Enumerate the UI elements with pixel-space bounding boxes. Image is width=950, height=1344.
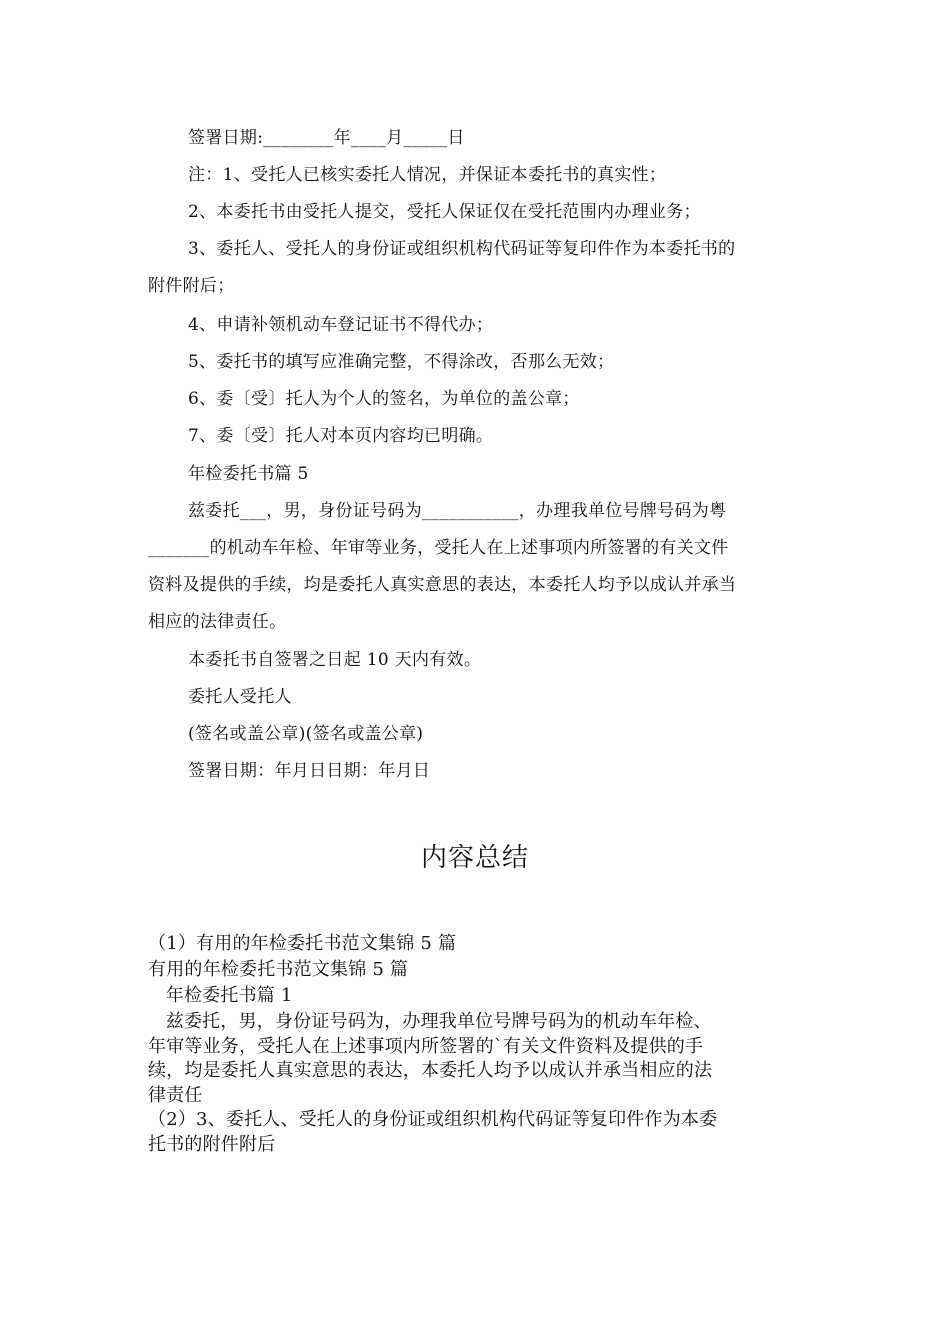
validity-line: 本委托书自签署之日起 10 天内有效。 xyxy=(188,650,482,670)
summary-line: 年检委托书篇 1 xyxy=(148,985,293,1006)
note-line: 注：1、受托人已核实委托人情况，并保证本委托书的真实性； xyxy=(188,165,667,185)
parties-line: 委托人受托人 xyxy=(188,687,292,707)
body-line: 相应的法律责任。 xyxy=(148,612,287,632)
summary-line: （1）有用的年检委托书范文集锦 5 篇 xyxy=(148,933,457,954)
note-line: 2、本委托书由受托人提交，受托人保证仅在受托范围内办理业务； xyxy=(188,202,701,222)
body-line: _______的机动车年检、年审等业务，受托人在上述事项内所签署的有关文件 xyxy=(148,538,729,558)
note-line: 7、委〔受〕托人对本页内容均已明确。 xyxy=(188,426,494,446)
summary-line: 托书的附件附后 xyxy=(148,1134,276,1155)
summary-line: 兹委托，男，身份证号码为，办理我单位号牌号码为的机动车年检、 xyxy=(148,1011,712,1032)
section-title: 年检委托书篇 5 xyxy=(188,464,309,484)
summary-line: 年审等业务，受托人在上述事项内所签署的`有关文件资料及提供的手 xyxy=(148,1036,704,1057)
summary-heading: 内容总结 xyxy=(420,843,529,873)
note-line: 3、委托人、受托人的身份证或组织机构代码证等复印件作为本委托书的 xyxy=(188,239,736,259)
note-line: 5、委托书的填写应准确完整，不得涂改，否那么无效； xyxy=(188,352,615,372)
note-line: 4、申请补领机动车登记证书不得代办； xyxy=(188,315,494,335)
summary-line: 续，均是委托人真实意思的表达，本委托人均予以成认并承当相应的法 xyxy=(148,1060,713,1081)
signatures-line: (签名或盖公章)(签名或盖公章) xyxy=(188,724,424,744)
summary-line: （2）3、委托人、受托人的身份证或组织机构代码证等复印件作为本委 xyxy=(148,1109,718,1130)
dates-line: 签署日期：年月日日期：年月日 xyxy=(188,761,431,781)
body-line: 资料及提供的手续，均是委托人真实意思的表达，本委托人均予以成认并承当 xyxy=(148,575,737,595)
sign-date-line: 签署日期:________年____月_____日 xyxy=(188,128,465,148)
body-line: 兹委托___，男，身份证号码为___________，办理我单位号牌号码为粤 xyxy=(188,501,727,521)
summary-line: 有用的年检委托书范文集锦 5 篇 xyxy=(148,959,409,980)
summary-line: 律责任 xyxy=(148,1085,203,1106)
note-line: 6、委〔受〕托人为个人的签名，为单位的盖公章； xyxy=(188,389,580,409)
note-line: 附件附后； xyxy=(148,276,235,296)
